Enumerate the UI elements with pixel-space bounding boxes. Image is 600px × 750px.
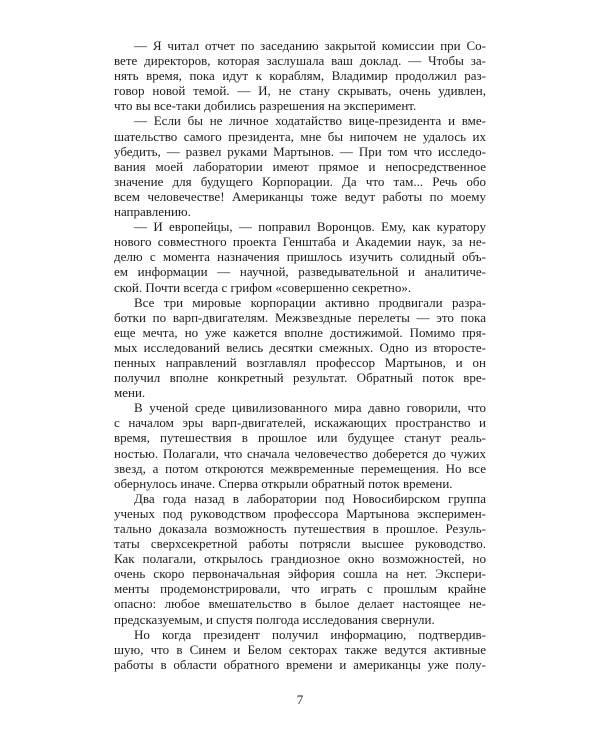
text-line: вания моей лаборатории имеют прямое и непосредственное xyxy=(114,158,486,174)
text-line: мени. xyxy=(114,385,146,401)
text-line: менты продемонстрировали, что играть с прошлым крайне xyxy=(114,581,486,597)
text-line: ученых под руководством профессора Мартынова эксперимен- xyxy=(114,505,486,521)
body-text xyxy=(114,38,486,672)
text-line: еще мечта, но уже кажется вполне достижимой. Помимо пря- xyxy=(114,324,486,340)
text-line: шательство самого президента, мне бы нипочем не удалось их xyxy=(114,128,486,144)
text-line: — И европейцы, — поправил Воронцов. Ему, как куратору xyxy=(134,219,486,235)
text-line: В ученой среде цивилизованного мира давно говорили, что xyxy=(134,400,486,416)
text-line: с началом эры варп-двигателей, искажающих пространство и xyxy=(114,415,486,431)
text-line: пенных направлений возглавлял профессор Мартынов, и он xyxy=(114,354,486,370)
text-line: обернулось иначе. Сперва открыли обратный поток времени. xyxy=(114,475,453,491)
text-line: ностью. Полагали, что сначала человечество доберется до чужих xyxy=(114,445,486,461)
paragraph xyxy=(114,400,486,491)
text-line: направлению. xyxy=(114,204,191,220)
text-line: нять время, пока идут к кораблям, Владимир продолжил раз- xyxy=(114,68,486,84)
paragraph xyxy=(114,38,486,113)
text-line: — Я читал отчет по заседанию закрытой комиссии при Со- xyxy=(134,38,486,53)
text-line: что вы все-таки добились разрешения на эксперимент. xyxy=(114,98,417,114)
text-line: очень скоро первоначальная эйфория сошла на нет. Экспери- xyxy=(114,566,486,582)
text-line: убедить, — развел руками Мартынов. — При том что исследо- xyxy=(114,143,486,159)
paragraph xyxy=(114,627,486,672)
text-line: ем информации — научной, разведывательной и аналитиче- xyxy=(114,264,486,280)
text-line: — Если бы не личное ходатайство вице-президента и вме- xyxy=(134,113,486,129)
text-line: время, путешествия в прошлое или будущее станут реаль- xyxy=(114,430,486,446)
text-line: нового совместного проекта Генштаба и Академии наук, за не- xyxy=(114,234,486,250)
text-line: Все три мировые корпорации активно продвигали разра- xyxy=(134,294,486,310)
paragraph xyxy=(114,295,486,401)
paragraph xyxy=(114,113,486,219)
text-line: делю с момента назначения пришлось изучить солидный объ- xyxy=(114,249,486,265)
text-line: ской. Почти всегда с грифом «совершенно секретно». xyxy=(114,279,412,295)
text-line: вете директоров, которая заслушала ваш доклад. — Чтобы за- xyxy=(114,53,486,69)
page-number: 7 xyxy=(296,692,304,707)
text-line: получил вполне конкретный результат. Обратный поток вре- xyxy=(114,370,486,386)
text-line: опасно: любое вмешательство в былое делает настоящее не- xyxy=(114,596,486,612)
text-line: шую, что в Синем и Белом секторах также ведутся активные xyxy=(114,641,486,657)
text-line: говор новой темой. — И, не стану скрывать, очень удивлен, xyxy=(114,83,486,99)
text-line: ботки по варп-двигателям. Межзвездные перелеты — это пока xyxy=(114,309,486,325)
text-line: всем человечестве! Американцы тоже ведут работы по моему xyxy=(114,188,486,204)
text-line: Но когда президент получил информацию, подтвердив- xyxy=(134,626,486,642)
text-line: звезд, а потом откроются межвременные перемещения. Но все xyxy=(114,460,486,476)
text-line: мых исследований велись десятки смежных. Одно из второсте- xyxy=(114,339,486,355)
text-line: значение для будущего Корпорации. Да что там... Речь обо xyxy=(114,173,486,189)
text-line: тально доказала возможность путешествия в прошлое. Резуль- xyxy=(114,521,486,536)
text-line: Два года назад в лаборатории под Новосибирском группа xyxy=(134,490,486,506)
paragraph xyxy=(114,219,486,294)
text-line: работы в области обратного времени и американцы уже полу- xyxy=(114,656,486,672)
text-line: таты сверхсекретной работы потрясли высшее руководство. xyxy=(114,536,486,552)
text-line: предсказуемым, и спустя полгода исследования свернули. xyxy=(114,611,435,627)
text-line: Как полагали, открылось грандиозное окно возможностей, но xyxy=(114,551,486,567)
paragraph xyxy=(114,491,486,627)
